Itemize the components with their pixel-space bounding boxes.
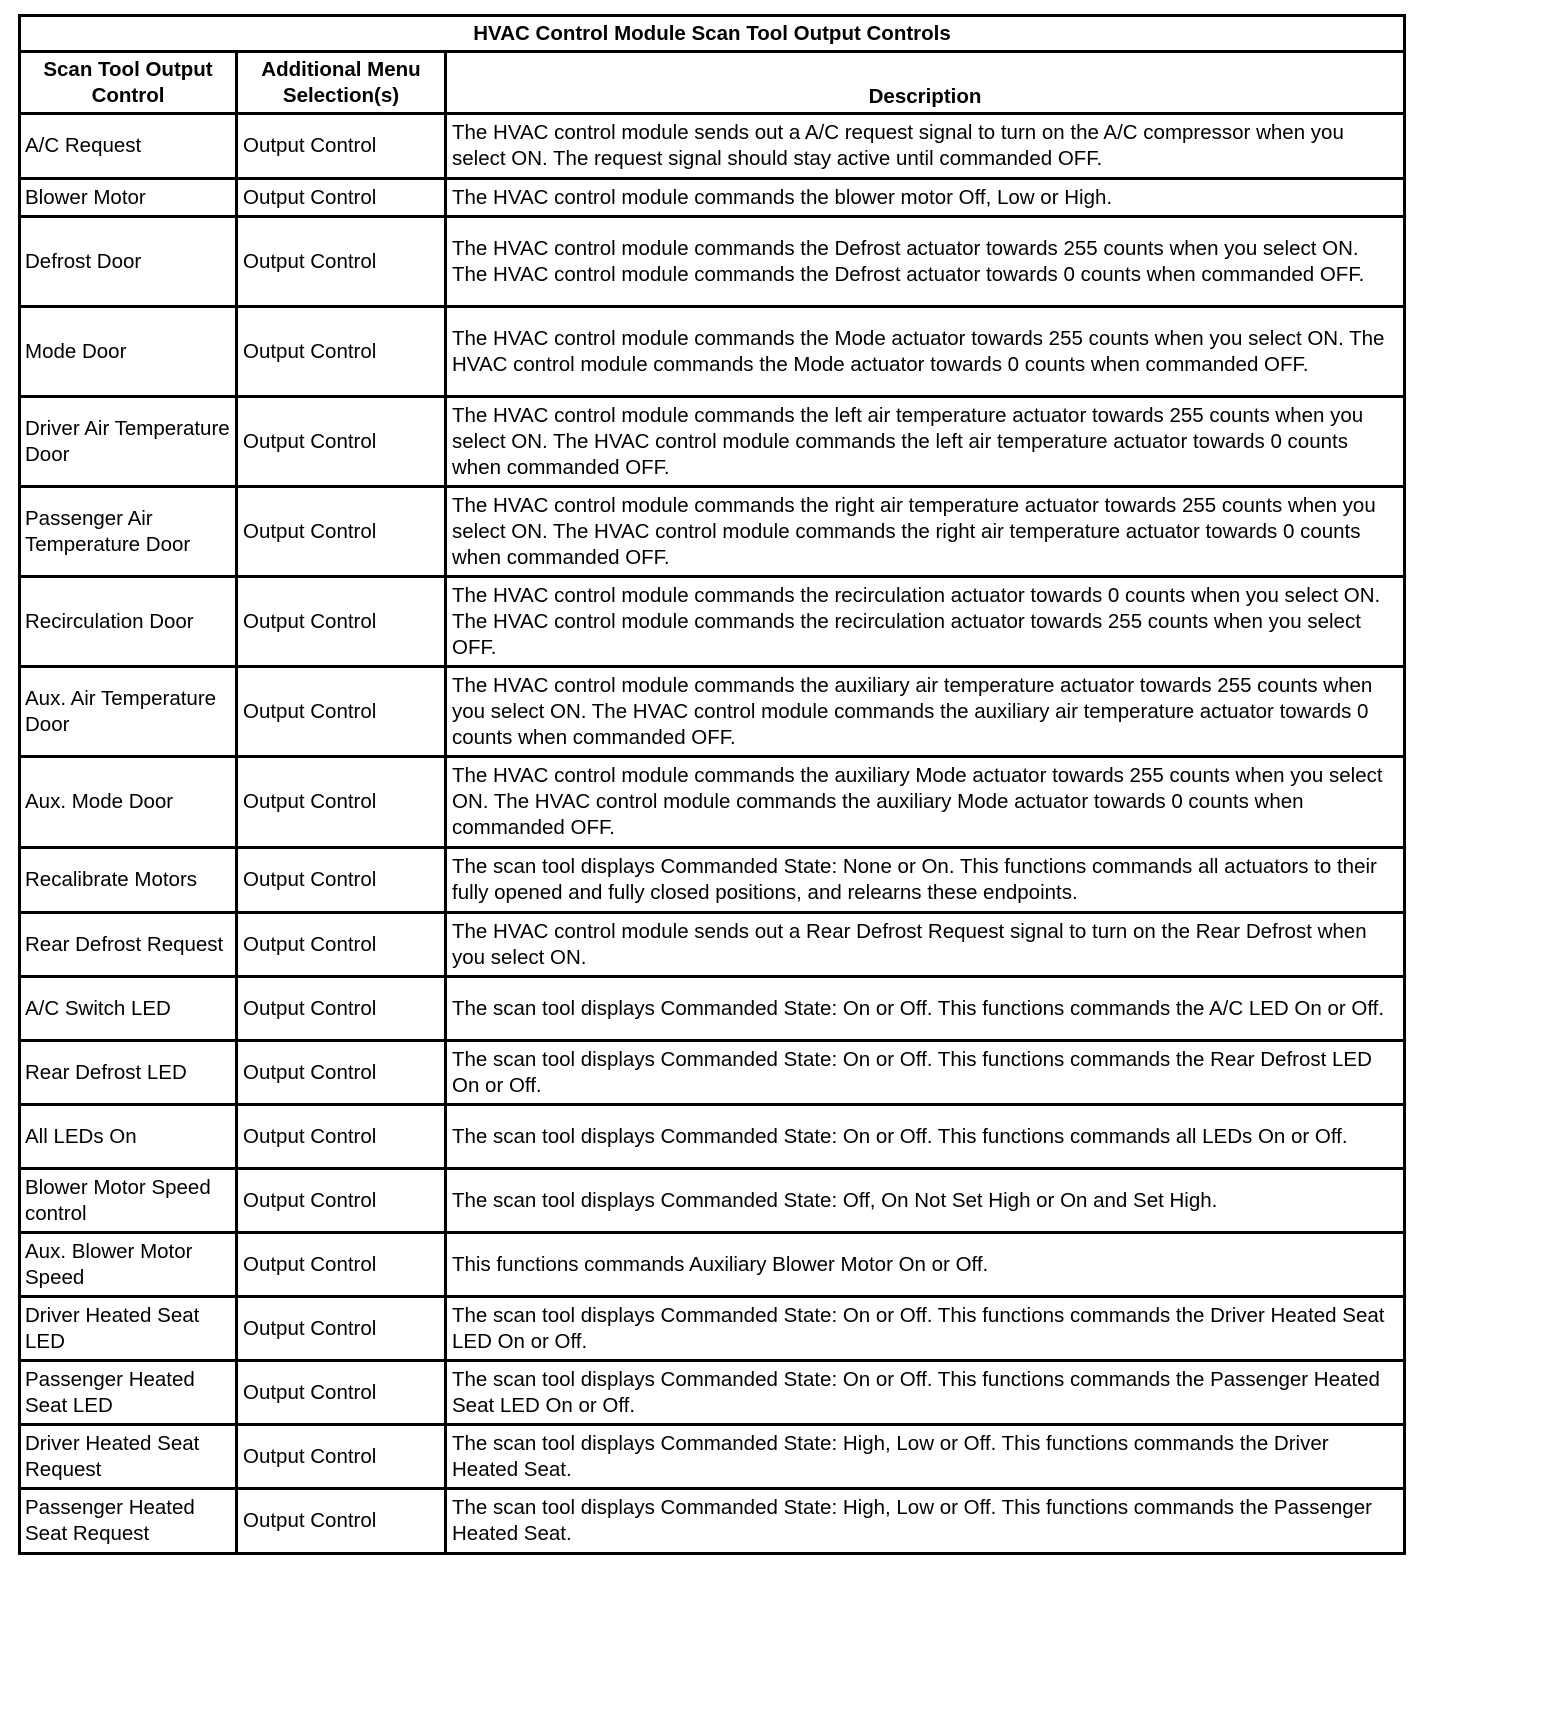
control-name: Aux. Mode Door (20, 757, 237, 848)
control-name: Aux. Air Temperature Door (20, 667, 237, 757)
description: The scan tool displays Commanded State: On or Off. This functions commands the A/C LED On or Off. (446, 977, 1405, 1041)
menu-selection: Output Control (237, 848, 446, 913)
table-row (20, 1105, 1405, 1169)
description: The scan tool displays Commanded State: On or Off. This functions commands the Passenger Heated Seat LED On or Off. (446, 1361, 1405, 1425)
menu-selection: Output Control (237, 1105, 446, 1169)
description: The scan tool displays Commanded State: High, Low or Off. This functions commands the Passenger Heated Seat. (446, 1489, 1405, 1554)
menu-selection: Output Control (237, 114, 446, 179)
control-name: Rear Defrost LED (20, 1041, 237, 1105)
menu-selection: Output Control (237, 977, 446, 1041)
description: The HVAC control module commands the Mode actuator towards 255 counts when you select ON. The HVAC control module commands the Mode actuator towards 0 counts when commanded OFF. (446, 307, 1405, 397)
menu-selection: Output Control (237, 667, 446, 757)
control-name: Driver Air Temperature Door (20, 397, 237, 487)
menu-selection: Output Control (237, 1041, 446, 1105)
description: The scan tool displays Commanded State: Off, On Not Set High or On and Set High. (446, 1169, 1405, 1233)
control-name: Blower Motor (20, 179, 237, 217)
menu-selection: Output Control (237, 757, 446, 848)
description: The scan tool displays Commanded State: On or Off. This functions commands the Rear Defrost LED On or Off. (446, 1041, 1405, 1105)
table-row (20, 1233, 1405, 1297)
control-name: Passenger Heated Seat Request (20, 1489, 237, 1554)
description: The HVAC control module commands the auxiliary air temperature actuator towards 255 counts when you select ON. The HVAC control module commands the auxiliary air temperature actuator towards 0 counts when commanded OFF. (446, 667, 1405, 757)
menu-selection: Output Control (237, 913, 446, 977)
description: The scan tool displays Commanded State: On or Off. This functions commands all LEDs On or Off. (446, 1105, 1405, 1169)
table-row (20, 913, 1405, 977)
table-row (20, 1425, 1405, 1489)
description: The HVAC control module sends out a Rear Defrost Request signal to turn on the Rear Defrost when you select ON. (446, 913, 1405, 977)
control-name: Mode Door (20, 307, 237, 397)
control-name: Passenger Heated Seat LED (20, 1361, 237, 1425)
control-name: Passenger Air Temperature Door (20, 487, 237, 577)
description: The HVAC control module commands the recirculation actuator towards 0 counts when you select ON. The HVAC control module commands the recirculation actuator towards 255 counts when you select OFF. (446, 577, 1405, 667)
table-title: HVAC Control Module Scan Tool Output Controls (20, 16, 1405, 52)
table-row (20, 977, 1405, 1041)
control-name: All LEDs On (20, 1105, 237, 1169)
menu-selection: Output Control (237, 1361, 446, 1425)
table-row (20, 1297, 1405, 1361)
table-row (20, 1041, 1405, 1105)
control-name: Driver Heated Seat LED (20, 1297, 237, 1361)
table-row (20, 487, 1405, 577)
description: The HVAC control module commands the left air temperature actuator towards 255 counts when you select ON. The HVAC control module commands the left air temperature actuator towards 0 counts when commanded OFF. (446, 397, 1405, 487)
table-row (20, 1489, 1405, 1554)
table-row (20, 179, 1405, 217)
description: The HVAC control module commands the right air temperature actuator towards 255 counts when you select ON. The HVAC control module commands the right air temperature actuator towards 0 counts when commanded OFF. (446, 487, 1405, 577)
control-name: A/C Request (20, 114, 237, 179)
description: The scan tool displays Commanded State: None or On. This functions commands all actuators to their fully opened and fully closed positions, and relearns these endpoints. (446, 848, 1405, 913)
menu-selection: Output Control (237, 487, 446, 577)
table-row (20, 577, 1405, 667)
control-name: Blower Motor Speed control (20, 1169, 237, 1233)
control-name: Aux. Blower Motor Speed (20, 1233, 237, 1297)
control-name: A/C Switch LED (20, 977, 237, 1041)
control-name: Defrost Door (20, 217, 237, 307)
description: This functions commands Auxiliary Blower Motor On or Off. (446, 1233, 1405, 1297)
menu-selection: Output Control (237, 217, 446, 307)
control-name: Recirculation Door (20, 577, 237, 667)
menu-selection: Output Control (237, 179, 446, 217)
table-row (20, 307, 1405, 397)
menu-selection: Output Control (237, 577, 446, 667)
menu-selection: Output Control (237, 1169, 446, 1233)
control-name: Rear Defrost Request (20, 913, 237, 977)
description: The scan tool displays Commanded State: High, Low or Off. This functions commands the Driver Heated Seat. (446, 1425, 1405, 1489)
menu-selection: Output Control (237, 1297, 446, 1361)
menu-selection: Output Control (237, 307, 446, 397)
menu-selection: Output Control (237, 1233, 446, 1297)
table-row (20, 848, 1405, 913)
menu-selection: Output Control (237, 397, 446, 487)
description: The HVAC control module commands the Defrost actuator towards 255 counts when you select ON. The HVAC control module commands the Defrost actuator towards 0 counts when commanded OFF. (446, 217, 1405, 307)
menu-selection: Output Control (237, 1489, 446, 1554)
table-row (20, 667, 1405, 757)
table-header-row (20, 52, 1405, 114)
description: The HVAC control module commands the auxiliary Mode actuator towards 255 counts when you select ON. The HVAC control module commands the auxiliary Mode actuator towards 0 counts when commanded OFF. (446, 757, 1405, 848)
header-additional-menu-selections: Additional Menu Selection(s) (237, 52, 446, 114)
table-title-row (20, 16, 1405, 52)
table-row (20, 757, 1405, 848)
table-row (20, 217, 1405, 307)
table-row (20, 1169, 1405, 1233)
hvac-output-controls-table (18, 14, 1406, 1555)
header-description: Description (446, 52, 1405, 114)
menu-selection: Output Control (237, 1425, 446, 1489)
control-name: Recalibrate Motors (20, 848, 237, 913)
control-name: Driver Heated Seat Request (20, 1425, 237, 1489)
description: The HVAC control module sends out a A/C request signal to turn on the A/C compressor when you select ON. The request signal should stay active until commanded OFF. (446, 114, 1405, 179)
header-scan-tool-output-control: Scan Tool Output Control (20, 52, 237, 114)
table-row (20, 1361, 1405, 1425)
description: The HVAC control module commands the blower motor Off, Low or High. (446, 179, 1405, 217)
table-row (20, 114, 1405, 179)
description: The scan tool displays Commanded State: On or Off. This functions commands the Driver Heated Seat LED On or Off. (446, 1297, 1405, 1361)
table-row (20, 397, 1405, 487)
